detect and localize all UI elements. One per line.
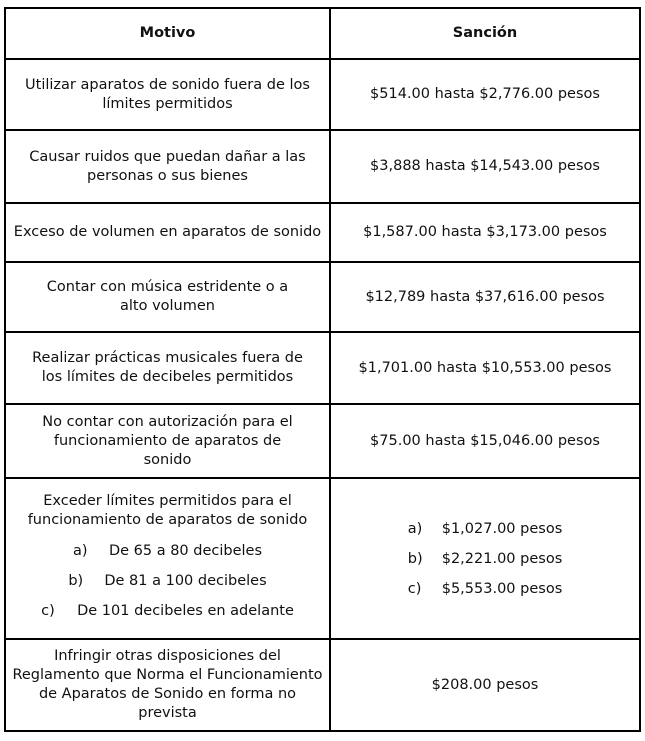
sancion-cell: $1,701.00 hasta $10,553.00 pesos (330, 332, 640, 404)
table-row (5, 262, 640, 332)
list-item-text: De 101 decibeles en adelante (77, 602, 294, 619)
sancion-cell: $12,789 hasta $37,616.00 pesos (330, 262, 640, 332)
sancion-cell: $514.00 hasta $2,776.00 pesos (330, 59, 640, 130)
motivo-cell: Causar ruidos que puedan dañar a las personas o sus bienes (5, 130, 330, 203)
list-marker: c) (407, 580, 422, 597)
decibel-range-list (26, 536, 309, 626)
sancion-cell: $208.00 pesos (330, 639, 640, 731)
table-row (5, 404, 640, 478)
motivo-cell: Infringir otras disposiciones del Reglamento que Norma el Funcionamiento de Aparatos de Sonido en forma no prevista (5, 639, 330, 731)
list-item-text: $2,221.00 pesos (441, 550, 563, 567)
list-marker: a) (407, 520, 423, 537)
list-item (408, 544, 563, 574)
list-item (26, 566, 309, 596)
list-item (26, 596, 309, 626)
table-row (5, 130, 640, 203)
sancion-cell (330, 478, 640, 639)
list-marker: b) (68, 572, 84, 589)
motivo-cell: Exceso de volumen en aparatos de sonido (5, 203, 330, 262)
table-row (5, 332, 640, 404)
list-item-text: $1,027.00 pesos (441, 520, 563, 537)
list-item-text: De 81 a 100 decibeles (104, 572, 267, 589)
list-marker: b) (407, 550, 423, 567)
motivo-cell: No contar con autorización para el funcionamiento de aparatos de sonido (5, 404, 330, 478)
list-marker: c) (41, 602, 55, 619)
motivo-cell: Realizar prácticas musicales fuera de los límites de decibeles permitidos (5, 332, 330, 404)
header-motivo: Motivo (5, 8, 330, 59)
table-row (5, 639, 640, 731)
sanctions-table (4, 7, 641, 732)
motivo-cell (5, 478, 330, 639)
motivo-cell: Contar con música estridente o a alto volumen (5, 262, 330, 332)
list-marker: a) (72, 542, 88, 559)
motivo-cell: Utilizar aparatos de sonido fuera de los límites permitidos (5, 59, 330, 130)
table-row (5, 203, 640, 262)
table-header-row (5, 8, 640, 59)
list-item (408, 574, 563, 604)
table-row (5, 59, 640, 130)
list-item (26, 536, 309, 566)
motivo-text: Exceder límites permitidos para el funcionamiento de aparatos de sonido (27, 492, 308, 528)
list-item-text: De 65 a 80 decibeles (108, 542, 263, 559)
sancion-cell: $1,587.00 hasta $3,173.00 pesos (330, 203, 640, 262)
sancion-cell: $3,888 hasta $14,543.00 pesos (330, 130, 640, 203)
amount-list (408, 514, 563, 604)
header-sancion: Sanción (330, 8, 640, 59)
list-item-text: $5,553.00 pesos (441, 580, 563, 597)
table-row (5, 478, 640, 639)
list-item (408, 514, 563, 544)
sancion-cell: $75.00 hasta $15,046.00 pesos (330, 404, 640, 478)
